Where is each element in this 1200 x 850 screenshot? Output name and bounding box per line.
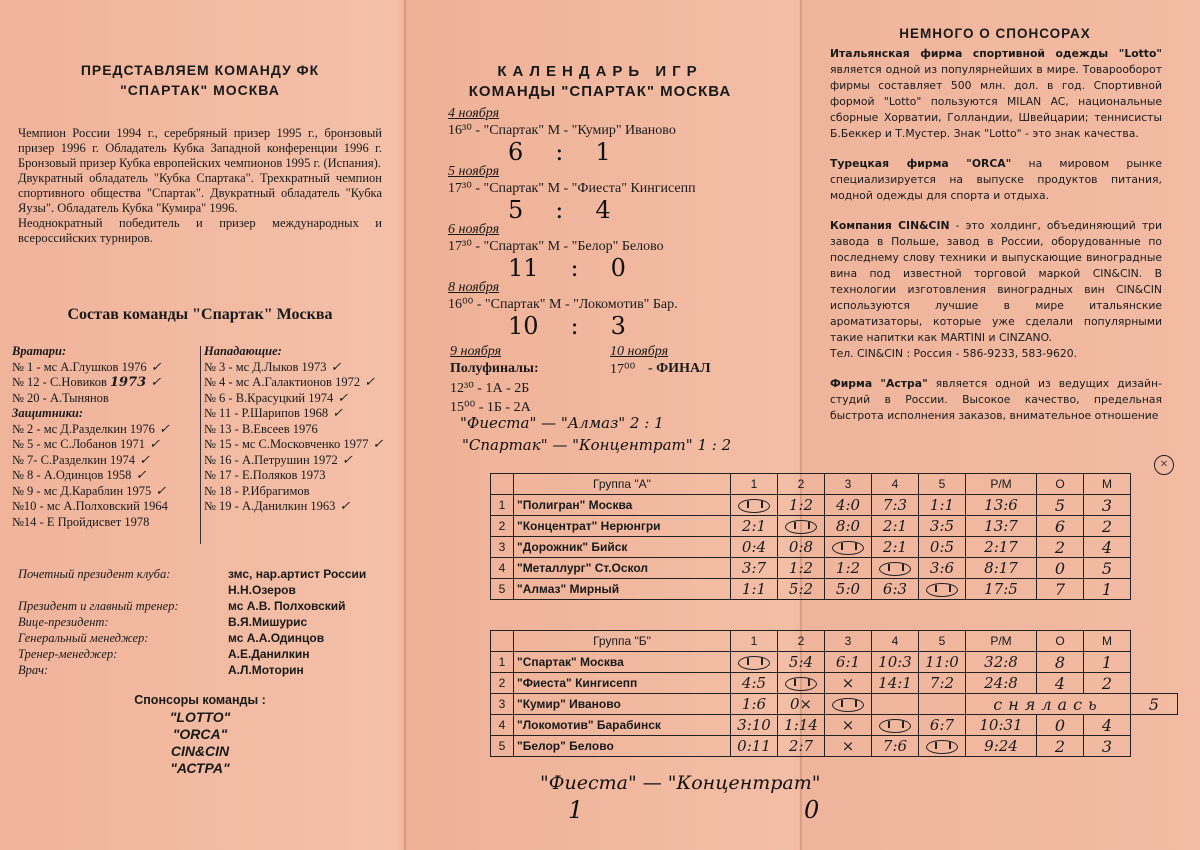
column-header: М [1084, 474, 1131, 495]
team-title-line2: "СПАРТАК" МОСКВА [120, 82, 280, 98]
column-header: 2 [778, 474, 825, 495]
place-cell: 1 [1084, 579, 1131, 600]
goals-cell: 9:24 [966, 736, 1037, 757]
team-name: "Белор" Белово [514, 736, 731, 757]
team-name: "Кумир" Иваново [514, 694, 731, 715]
points-cell: 7 [1037, 579, 1084, 600]
score-cell: 7:3 [872, 495, 919, 516]
ball-icon [926, 740, 958, 754]
points-cell: 8 [1037, 652, 1084, 673]
handwritten-final-score-b: 0 [804, 796, 820, 824]
team-name: "Локомотив" Барабинск [514, 715, 731, 736]
score-home: 5 [508, 196, 524, 224]
sponsors-info [830, 46, 1162, 424]
score-cell: 3:10 [731, 715, 778, 736]
forward-item: № 3 - мс Д.Лыков 1973 ✓ [204, 359, 342, 375]
handwritten-game-score [508, 138, 611, 166]
place-cell: 3 [1084, 736, 1131, 757]
game-time: 16⁰⁰ [448, 297, 474, 312]
game-match: - "Спартак" М - "Белор" Белово [471, 239, 664, 254]
sponsor-item: "ORCA" [172, 726, 228, 742]
column-header: О [1037, 474, 1084, 495]
score-cell: 4:0 [825, 495, 872, 516]
forward-item: № 13 - В.Евсеев 1976 [204, 421, 318, 436]
orca-text: на мировом рынке специализируется на выпуске продуктов питания, модной одежды для спорта и отдыха. [830, 157, 1162, 202]
defenders-list [12, 422, 202, 531]
score-cell: 1:2 [825, 558, 872, 579]
score-cell [731, 652, 778, 673]
score-cell: 1:6 [731, 694, 778, 715]
defender-item: №10 - мс А.Полховский 1964 [12, 499, 168, 513]
game-match: - "Спартак" М - "Кумир" Иваново [471, 123, 676, 138]
handwritten-game-score [508, 196, 611, 224]
game-date: 8 ноября [448, 280, 500, 295]
score-cell: × [825, 715, 872, 736]
row-number: 5 [491, 736, 514, 757]
score-colon: : [570, 312, 579, 340]
table-header-row [491, 631, 1178, 652]
goals-cell: 13:7 [966, 516, 1037, 537]
defender-item: №14 - Е Пройдисвет 1978 [12, 514, 150, 529]
score-cell: 3:7 [731, 558, 778, 579]
game-line [448, 122, 798, 139]
goals-cell: 17:5 [966, 579, 1037, 600]
header-blank [491, 474, 514, 495]
staff-row [18, 582, 388, 598]
team-sponsors [20, 692, 380, 777]
score-cell: 6:1 [825, 652, 872, 673]
score-away: 1 [595, 138, 611, 166]
handwritten-cross-mark-icon: × [1154, 455, 1174, 475]
row-number: 4 [491, 558, 514, 579]
defender-item: № 2 - мс Д.Разделкин 1976 ✓ [12, 421, 170, 437]
handwritten-final-score-a: 1 [568, 796, 584, 824]
header-blank [491, 631, 514, 652]
game-item [448, 106, 798, 164]
score-cell: 2:7 [778, 736, 825, 757]
staff-row [18, 662, 388, 678]
row-number: 1 [491, 495, 514, 516]
final-date: 10 ноября [610, 344, 669, 359]
column-header: М [1084, 631, 1131, 652]
table-row [491, 516, 1131, 537]
roster-title: Состав команды "Спартак" Москва [67, 306, 333, 323]
staff-role [18, 582, 228, 598]
team-name: "Дорожник" Бийск [514, 537, 731, 558]
astra-text: является одной из ведущих дизайн-студий в России. Высокое качество, предельная быстрота исполнения заказов, внимательное отношение [830, 377, 1162, 422]
check-mark-icon: ✓ [337, 452, 353, 468]
row-number: 3 [491, 537, 514, 558]
roster-divider [200, 346, 201, 544]
score-cell [919, 579, 966, 600]
check-mark-icon: ✓ [151, 483, 167, 499]
place-cell: 4 [1084, 715, 1131, 736]
column-header: 2 [778, 631, 825, 652]
table-row [491, 715, 1178, 736]
score-cell: 0:4 [731, 537, 778, 558]
check-mark-icon: ✓ [328, 406, 344, 421]
score-home: 10 [508, 312, 539, 340]
table-row [491, 673, 1178, 694]
score-cell: 0:11 [731, 736, 778, 757]
goalkeepers-list [12, 360, 202, 407]
score-cell: 0:5 [919, 537, 966, 558]
score-cell: 5:2 [778, 579, 825, 600]
column-header: 4 [872, 631, 919, 652]
game-line [448, 180, 798, 197]
column-header: 1 [731, 474, 778, 495]
score-cell: 7:6 [872, 736, 919, 757]
game-item [448, 222, 798, 280]
team-name: "Спартак" Москва [514, 652, 731, 673]
roster-right-column [204, 344, 404, 515]
check-mark-icon: ✓ [135, 452, 151, 468]
staff-name: Н.Н.Озеров [228, 583, 296, 597]
check-mark-icon: ✓ [146, 375, 162, 390]
score-cell: × [825, 673, 872, 694]
forward-item: № 19 - А.Данилкин 1963 ✓ [204, 499, 351, 514]
ball-icon [738, 499, 770, 513]
game-match: - "Спартак" М - "Локомотив" Бар. [473, 297, 678, 312]
forward-item: № 4 - мс А.Галактионов 1972 ✓ [204, 375, 376, 390]
goals-cell: 13:6 [966, 495, 1037, 516]
cin-title: Компания CIN&CIN [830, 219, 950, 232]
staff-role: Врач: [18, 662, 49, 677]
score-cell [778, 673, 825, 694]
staff-name: мс А.В. Полховский [228, 599, 346, 613]
column-header: 4 [872, 474, 919, 495]
score-cell [872, 694, 919, 715]
score-cell: 1:1 [731, 579, 778, 600]
team-title-line1: ПРЕДСТАВЛЯЕМ КОМАНДУ ФК [80, 62, 320, 78]
orca-title: Турецкая фирма "ORCA" [830, 157, 1012, 170]
score-colon: : [555, 196, 564, 224]
check-mark-icon: ✓ [360, 375, 376, 390]
goals-cell: 32:8 [966, 652, 1037, 673]
points-cell: 4 [1037, 673, 1084, 694]
calendar-title-line1: КАЛЕНДАРЬ ИГР [497, 63, 703, 80]
points-cell: 6 [1037, 516, 1084, 537]
score-cell: 8:0 [825, 516, 872, 537]
goals-cell: 24:8 [966, 673, 1037, 694]
row-number: 5 [491, 579, 514, 600]
staff-name: змс, нар.артист России [228, 567, 367, 581]
team-name: "Алмаз" Мирный [514, 579, 731, 600]
forward-item: № 18 - Р.Ибрагимов [204, 483, 310, 498]
forwards-label: Нападающие: [204, 344, 282, 358]
column-header: 3 [825, 474, 872, 495]
sponsors-title: Спонсоры команды : [134, 693, 266, 707]
game-time: 17³⁰ [448, 239, 472, 254]
defenders-label: Защитники: [12, 406, 84, 420]
points-cell: 2 [1037, 736, 1084, 757]
team-history [18, 126, 382, 246]
semifinal-label: Полуфиналы: [450, 361, 539, 376]
score-cell: 14:1 [872, 673, 919, 694]
handwritten-year: 1973 [110, 375, 147, 390]
sponsor-item: "АСТРА" [170, 760, 230, 776]
table-row [491, 558, 1131, 579]
score-cell: 11:0 [919, 652, 966, 673]
ball-icon [832, 541, 864, 555]
points-cell: 5 [1037, 495, 1084, 516]
handwritten-semifinal-1-result: "Фиеста" — "Алмаз" 2 : 1 [460, 414, 664, 432]
place-cell: 5 [1131, 694, 1178, 715]
score-cell: 7:2 [919, 673, 966, 694]
goals-cell: 10:31 [966, 715, 1037, 736]
place-cell: 4 [1084, 537, 1131, 558]
defender-item: № 7- С.Разделкин 1974 ✓ [12, 452, 151, 468]
calendar-title-line2: КОМАНДЫ "СПАРТАК" МОСКВА [468, 83, 732, 100]
forwards-list [204, 360, 404, 515]
score-away: 4 [595, 196, 611, 224]
goals-cell: 8:17 [966, 558, 1037, 579]
withdrawn-note: снялась [966, 694, 1131, 715]
check-mark-icon: ✓ [145, 437, 161, 452]
check-mark-icon: ✓ [146, 359, 162, 375]
semifinal-1: 12³⁰ - 1А - 2Б [450, 381, 530, 396]
staff-name: В.Я.Мишурис [228, 615, 308, 629]
game-line [448, 238, 798, 255]
staff-row [18, 614, 388, 630]
score-cell: 0× [778, 694, 825, 715]
handwritten-game-score [508, 254, 626, 282]
ball-icon [926, 583, 958, 597]
game-match: - "Спартак" М - "Фиеста" Кингисепп [471, 181, 696, 196]
forward-item: № 11 - Р.Шарипов 1968 ✓ [204, 406, 344, 421]
ball-icon [738, 656, 770, 670]
lotto-title: Итальянская фирма спортивной одежды "Lotto" [830, 47, 1162, 60]
score-home: 6 [508, 138, 524, 166]
score-cell [872, 558, 919, 579]
handwritten-semifinal-2-result: "Спартак" — "Концентрат" 1 : 2 [462, 436, 732, 454]
column-header: 1 [731, 631, 778, 652]
game-date: 4 ноября [448, 106, 500, 121]
handwritten-final-teams: "Фиеста" — "Концентрат" [540, 772, 821, 794]
staff-role: Президент и главный тренер: [18, 598, 179, 613]
points-cell: 0 [1037, 558, 1084, 579]
handwritten-game-score [508, 312, 626, 340]
defender-item: № 8 - А.Одинцов 1958 ✓ [12, 468, 147, 483]
place-cell: 1 [1084, 652, 1131, 673]
table-row [491, 537, 1131, 558]
check-mark-icon: ✓ [326, 359, 342, 375]
score-cell: 5:0 [825, 579, 872, 600]
score-cell: 5:4 [778, 652, 825, 673]
final-label: - ФИНАЛ [648, 361, 711, 376]
place-cell: 2 [1084, 673, 1131, 694]
cin-text: - это холдинг, объединяющий три завода в Польше, завод в России, оборудованные по последнему слову техники и выпускающие виноградные вина под известной торговой маркой CIN&CIN. В технологии изготовления виноградных вин CIN&CIN используются лучшие в мире итальянские ароматизаторы, которые уже сделали популярными такие напитки как MARTINI и CINZANO. [830, 219, 1162, 344]
team-name: "Концентрат" Нерюнгри [514, 516, 731, 537]
score-away: 0 [610, 254, 626, 282]
table-row [491, 495, 1131, 516]
semifinal-date: 9 ноября [450, 344, 502, 359]
staff-name: А.Е.Данилкин [228, 647, 310, 661]
score-cell [825, 694, 872, 715]
ball-icon [832, 698, 864, 712]
score-cell: 1:1 [919, 495, 966, 516]
score-cell [872, 715, 919, 736]
history-paragraph-1: Чемпион России 1994 г., серебряный призер 1995 г., бронзовый призер 1996 г. Обладатель Кубка Западной конференции 1996 г. Бронзовый призер Кубка европейских чемпионов 1995 г. (Испания). [18, 126, 382, 170]
lotto-text: является одной из популярнейших в мире. Товарооборот фирмы составляет 500 млн. дол. в год. Спортивной формой "Lotto" пользуются MILAN AC, национальные сборные Хорватии, Голландии, Швейцарии; теннисисты Б.Беккер и Т.Мустер. Знак "Lotto" - это знак качества. [830, 63, 1162, 140]
row-number: 3 [491, 694, 514, 715]
score-cell: 2:1 [731, 516, 778, 537]
team-name: "Фиеста" Кингисепп [514, 673, 731, 694]
score-cell: 2:1 [872, 516, 919, 537]
staff-row [18, 630, 388, 646]
check-mark-icon: ✓ [131, 468, 147, 483]
ball-icon [879, 719, 911, 733]
game-date: 6 ноября [448, 222, 500, 237]
points-cell: 2 [1037, 537, 1084, 558]
score-cell [778, 516, 825, 537]
game-item [448, 164, 798, 222]
column-header: Р/М [966, 474, 1037, 495]
points-cell: 0 [1037, 715, 1084, 736]
group-b-table [490, 630, 1178, 757]
game-line [448, 296, 798, 313]
ball-icon [785, 677, 817, 691]
game-item [448, 280, 798, 338]
place-cell: 5 [1084, 558, 1131, 579]
group-title: Группа "Б" [514, 631, 731, 652]
goalkeeper-item: № 1 - мс А.Глушков 1976 ✓ [12, 359, 162, 375]
group-title: Группа "А" [514, 474, 731, 495]
goalkeeper-item: № 12 - С.Новиков 1973 ✓ [12, 375, 162, 390]
sponsor-item: "LOTTO" [169, 709, 231, 725]
fold-line-left [404, 0, 406, 850]
table-row [491, 736, 1178, 757]
sponsors-info-title: НЕМНОГО О СПОНСОРАХ [899, 26, 1091, 41]
score-cell: 3:5 [919, 516, 966, 537]
game-date: 5 ноября [448, 164, 500, 179]
ball-icon [879, 562, 911, 576]
score-cell: 0:8 [778, 537, 825, 558]
place-cell: 3 [1084, 495, 1131, 516]
staff-row [18, 598, 388, 614]
staff-row [18, 646, 388, 662]
check-mark-icon: ✓ [333, 390, 349, 406]
column-header: О [1037, 631, 1084, 652]
score-colon: : [555, 138, 564, 166]
defender-item: № 5 - мс С.Лобанов 1971 ✓ [12, 437, 161, 452]
staff-name: А.Л.Моторин [228, 663, 304, 677]
ball-icon [785, 520, 817, 534]
playoffs [450, 344, 790, 418]
score-cell: 4:5 [731, 673, 778, 694]
forward-item: № 16 - А.Петрушин 1972 ✓ [204, 452, 353, 468]
staff-name: мс А.А.Одинцов [228, 631, 325, 645]
score-cell: 1:14 [778, 715, 825, 736]
astra-title: Фирма "Астра" [830, 377, 928, 390]
group-a-table [490, 473, 1131, 600]
sponsors-list [20, 709, 380, 777]
forward-item: № 6 - В.Красуцкий 1974 ✓ [204, 390, 349, 406]
row-number: 1 [491, 652, 514, 673]
score-cell: 1:2 [778, 558, 825, 579]
score-cell [919, 694, 966, 715]
game-time: 16³⁰ [448, 123, 472, 138]
score-away: 3 [610, 312, 626, 340]
score-cell: 6:7 [919, 715, 966, 736]
table-row [491, 694, 1178, 715]
staff-role: Тренер-менеджер: [18, 646, 118, 661]
team-name: "Полигран" Москва [514, 495, 731, 516]
staff-role: Генеральный менеджер: [18, 630, 149, 645]
cin-telephone: Тел. CIN&CIN : Россия - 586-9233, 583-9620. [830, 347, 1078, 360]
semifinal-2: 15⁰⁰ - 1Б - 2А [450, 400, 531, 415]
score-cell [731, 495, 778, 516]
table-row [491, 652, 1178, 673]
forward-item: № 15 - мс С.Московченко 1977 ✓ [204, 437, 384, 452]
team-title [20, 60, 380, 100]
staff-role: Вице-президент: [18, 614, 109, 629]
row-number: 4 [491, 715, 514, 736]
history-paragraph-2: Двукратный обладатель "Кубка Спартака". Трехкратный чемпион спортивного общества "Спартак". Двукратный обладатель "Кубка Яузы". Обладатель Кубка "Кумира" 1996. [18, 171, 382, 215]
column-header: Р/М [966, 631, 1037, 652]
roster-left-column [12, 344, 202, 530]
table-row [491, 579, 1131, 600]
column-header: 5 [919, 631, 966, 652]
history-paragraph-3: Неоднократный победитель и призер международных и всероссийских турниров. [18, 216, 382, 245]
score-cell: 6:3 [872, 579, 919, 600]
score-cell [919, 736, 966, 757]
sponsor-item: CIN&CIN [170, 743, 230, 759]
row-number: 2 [491, 673, 514, 694]
score-cell: 2:1 [872, 537, 919, 558]
staff-role: Почетный президент клуба: [18, 566, 171, 581]
score-colon: : [570, 254, 579, 282]
score-home: 11 [508, 254, 539, 282]
score-cell: × [825, 736, 872, 757]
staff-row [18, 566, 388, 582]
place-cell: 2 [1084, 516, 1131, 537]
row-number: 2 [491, 516, 514, 537]
goalkeeper-item: № 20 - А.Тынянов [12, 390, 109, 405]
defender-item: № 9 - мс Д.Караблин 1975 ✓ [12, 483, 167, 499]
forward-item: № 17 - Е.Поляков 1973 [204, 468, 326, 482]
table-header-row [491, 474, 1131, 495]
column-header: 3 [825, 631, 872, 652]
final-time: 17⁰⁰ [610, 362, 636, 377]
check-mark-icon: ✓ [368, 437, 384, 452]
goals-cell: 2:17 [966, 537, 1037, 558]
score-cell: 1:2 [778, 495, 825, 516]
score-cell [825, 537, 872, 558]
calendar-title [440, 62, 760, 102]
column-header: 5 [919, 474, 966, 495]
check-mark-icon: ✓ [154, 421, 170, 437]
score-cell: 10:3 [872, 652, 919, 673]
games-list [448, 106, 798, 338]
game-time: 17³⁰ [448, 181, 472, 196]
team-name: "Металлург" Ст.Оскол [514, 558, 731, 579]
score-cell: 3:6 [919, 558, 966, 579]
check-mark-icon: ✓ [335, 499, 351, 514]
staff-table [18, 566, 388, 678]
goalkeepers-label: Вратари: [12, 344, 67, 358]
